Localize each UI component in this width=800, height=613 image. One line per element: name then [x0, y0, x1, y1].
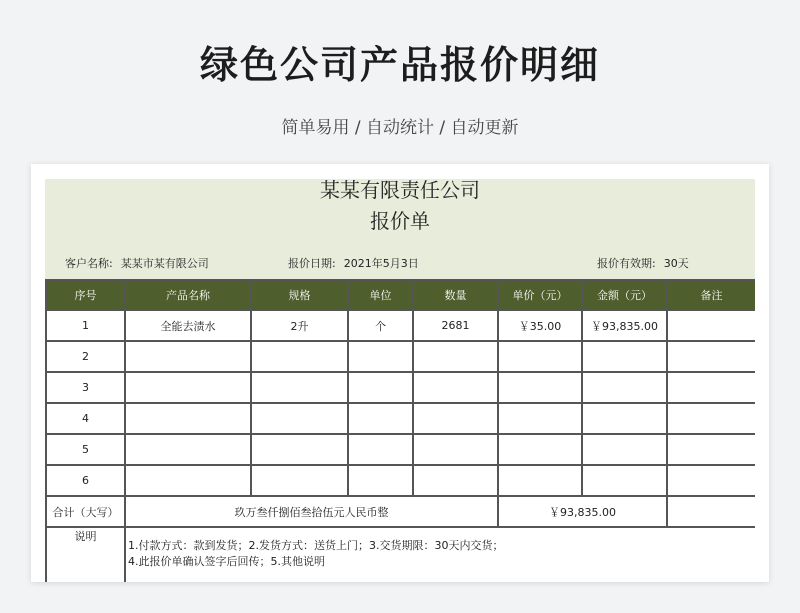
table-cell[interactable]: [348, 434, 413, 465]
column-header: 产品名称: [125, 280, 251, 310]
table-cell[interactable]: [251, 465, 348, 496]
table-cell[interactable]: [125, 465, 251, 496]
table-cell[interactable]: [251, 341, 348, 372]
total-amount[interactable]: ￥93,835.00: [498, 496, 667, 527]
table-cell[interactable]: [348, 465, 413, 496]
table-cell[interactable]: [667, 465, 755, 496]
validity-value: 30天: [663, 257, 689, 270]
table-row: [46, 310, 755, 341]
table-cell[interactable]: [413, 465, 498, 496]
validity-info: [597, 255, 689, 271]
table-cell[interactable]: [582, 341, 667, 372]
table-cell[interactable]: [667, 403, 755, 434]
total-amount-words[interactable]: 玖万叁仟捌佰叁拾伍元人民币整: [125, 496, 498, 527]
customer-value: 某某市某有限公司: [120, 257, 209, 270]
table-cell[interactable]: [348, 403, 413, 434]
table-cell[interactable]: [667, 496, 755, 527]
table-cell[interactable]: [413, 341, 498, 372]
table-cell[interactable]: 全能去渍水: [125, 310, 251, 341]
table-header-row: [46, 280, 755, 310]
notes-row: [46, 527, 755, 582]
table-cell[interactable]: [251, 372, 348, 403]
notes-line: 4.此报价单确认签字后回传；5.其他说明: [128, 555, 325, 568]
table-row: [46, 403, 755, 434]
table-cell[interactable]: [498, 403, 582, 434]
table-cell[interactable]: ￥93,835.00: [582, 310, 667, 341]
column-header: 序号: [46, 280, 125, 310]
quote-table: [45, 279, 755, 582]
table-cell[interactable]: [498, 372, 582, 403]
quote-header: [45, 179, 755, 279]
column-header: 单价（元）: [498, 280, 582, 310]
table-cell[interactable]: [125, 434, 251, 465]
total-label: 合计（大写）: [46, 496, 125, 527]
table-cell[interactable]: [125, 341, 251, 372]
table-cell[interactable]: [413, 434, 498, 465]
company-name: 某某有限责任公司: [320, 179, 480, 202]
date-info: [288, 255, 419, 271]
table-cell[interactable]: [348, 372, 413, 403]
table-cell[interactable]: [413, 372, 498, 403]
table-cell[interactable]: [667, 341, 755, 372]
notes-line: 1.付款方式：款到发货；2.发货方式：送货上门；3.交货期限：30天内交货；: [128, 539, 504, 552]
table-cell[interactable]: [667, 310, 755, 341]
table-cell[interactable]: 个: [348, 310, 413, 341]
table-row: [46, 372, 755, 403]
table-cell[interactable]: 1: [46, 310, 125, 341]
table-cell[interactable]: [667, 434, 755, 465]
notes-cell[interactable]: [125, 527, 755, 582]
table-row: [46, 341, 755, 372]
column-header: 备注: [667, 280, 755, 310]
column-header: 金额（元）: [582, 280, 667, 310]
date-value: 2021年5月3日: [343, 257, 419, 270]
table-cell[interactable]: [498, 341, 582, 372]
table-cell[interactable]: [582, 465, 667, 496]
column-header: 单位: [348, 280, 413, 310]
quote-sheet: [45, 179, 755, 582]
document-title: 报价单: [370, 209, 430, 233]
column-header: 规格: [251, 280, 348, 310]
date-label: 报价日期:: [288, 257, 336, 270]
column-header: 数量: [413, 280, 498, 310]
table-cell[interactable]: [582, 434, 667, 465]
table-cell[interactable]: [348, 341, 413, 372]
table-cell[interactable]: 6: [46, 465, 125, 496]
table-cell[interactable]: [251, 434, 348, 465]
table-cell[interactable]: [251, 403, 348, 434]
page-title: 绿色公司产品报价明细: [199, 43, 600, 87]
table-cell[interactable]: 2升: [251, 310, 348, 341]
document-preview-card: [31, 164, 769, 582]
table-cell[interactable]: [498, 465, 582, 496]
table-cell[interactable]: 5: [46, 434, 125, 465]
table-cell[interactable]: 4: [46, 403, 125, 434]
table-cell[interactable]: 2: [46, 341, 125, 372]
table-cell[interactable]: [413, 403, 498, 434]
table-row: [46, 434, 755, 465]
table-cell[interactable]: [582, 372, 667, 403]
table-cell[interactable]: 2681: [413, 310, 498, 341]
validity-label: 报价有效期:: [597, 257, 656, 270]
table-cell[interactable]: ￥35.00: [498, 310, 582, 341]
page-subtitle: 简单易用 / 自动统计 / 自动更新: [281, 118, 519, 138]
notes-text: [126, 528, 755, 570]
table-cell[interactable]: [125, 403, 251, 434]
customer-label: 客户名称:: [65, 257, 113, 270]
notes-label: 说明: [46, 527, 125, 582]
table-row: [46, 465, 755, 496]
table-cell[interactable]: [582, 403, 667, 434]
total-row: [46, 496, 755, 527]
customer-info: [65, 255, 209, 271]
table-cell[interactable]: [667, 372, 755, 403]
table-cell[interactable]: [498, 434, 582, 465]
table-cell[interactable]: [125, 372, 251, 403]
table-cell[interactable]: 3: [46, 372, 125, 403]
